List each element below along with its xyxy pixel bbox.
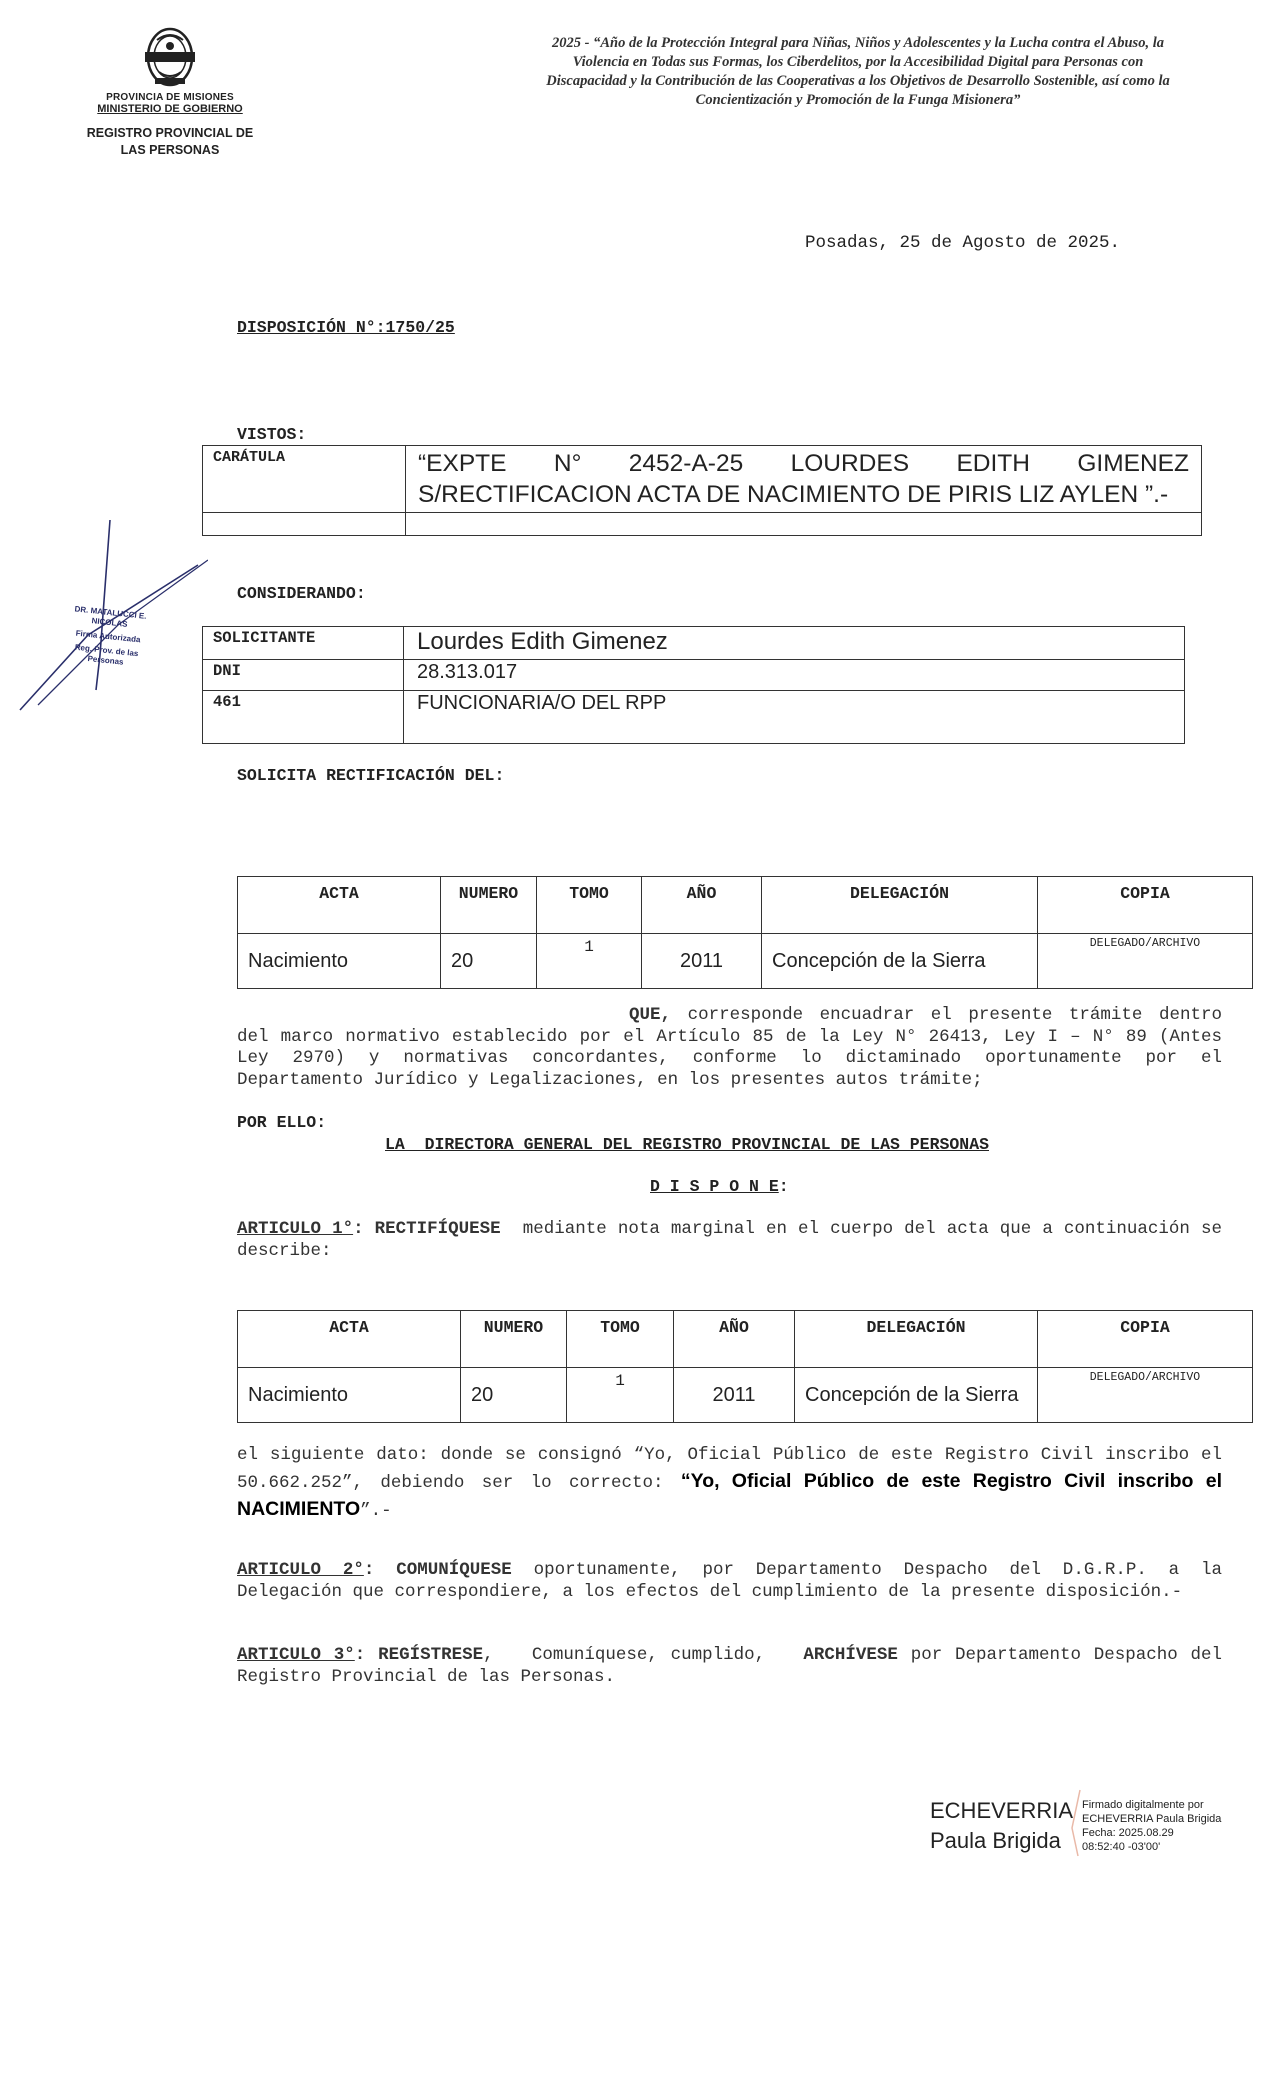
- art3-text: por Departamento Despacho del Registro Provincial de las Personas.: [237, 1645, 1222, 1687]
- ministry-label: MINISTERIO DE GOBIERNO: [97, 103, 243, 115]
- considerando-label: CONSIDERANDO:: [237, 584, 366, 603]
- signature-digital-1: Firmado digitalmente por: [1082, 1799, 1204, 1811]
- caratula-empty-cell: [406, 513, 1202, 536]
- header-logo-block: [70, 22, 270, 159]
- acta-table-rectified: [237, 1310, 1253, 1423]
- art1-text: mediante nota marginal en el cuerpo del acta que a continuación se describe:: [237, 1219, 1222, 1261]
- solicitante-label: SOLICITANTE: [203, 627, 404, 660]
- que-lead: QUE,: [629, 1005, 672, 1025]
- table-row: [238, 1368, 1253, 1423]
- que-text: corresponde encuadrar el presente trámite dentro del marco normativo establecido por el Artículo 85 de la Ley N° 26413, Ley I – N° 89 (Antes Ley 2970) y normativas concordantes, conforme lo dictaminado oportunamente por el Departamento Jurídico y Legalizaciones, en los presentes autos trámite;: [237, 1005, 1222, 1090]
- art3-verb2: ARCHÍVESE: [803, 1645, 898, 1665]
- art3-verb: REGÍSTRESE: [378, 1645, 484, 1665]
- provincial-seal-icon: [135, 22, 205, 92]
- col-acta: ACTA: [238, 1311, 461, 1368]
- solicita-label: SOLICITA RECTIFICACIÓN DEL:: [237, 766, 505, 785]
- col-delegacion: DELEGACIÓN: [795, 1311, 1038, 1368]
- funcionario-row: [203, 691, 1185, 744]
- signature-digital-2: ECHEVERRIA Paula Brigida: [1082, 1813, 1222, 1825]
- cell-tomo: 1: [537, 934, 642, 989]
- caratula-label: CARÁTULA: [203, 446, 406, 513]
- col-numero: NUMERO: [461, 1311, 567, 1368]
- articulo-1: ARTICULO 1°: RECTIFÍQUESE mediante nota marginal en el cuerpo del acta que a continuación se describe:: [237, 1219, 1222, 1261]
- por-ello-label: POR ELLO:: [237, 1113, 327, 1132]
- dispone-heading: D I S P O N E:: [650, 1177, 789, 1196]
- col-acta: ACTA: [238, 877, 441, 934]
- art1-label: ARTICULO 1°: [237, 1219, 354, 1239]
- vistos-label: VISTOS:: [237, 425, 307, 444]
- cell-anio: 2011: [674, 1368, 795, 1423]
- digital-signature: [930, 1788, 1230, 1858]
- col-delegacion: DELEGACIÓN: [762, 877, 1038, 934]
- date-line: Posadas, 25 de Agosto de 2025.: [805, 233, 1121, 253]
- art2-text: oportunamente, por Departamento Despacho del D.G.R.P. a la Delegación que correspondiere, a los efectos del cumplimiento de la presente disposición.-: [237, 1560, 1222, 1602]
- cell-acta: Nacimiento: [238, 1368, 461, 1423]
- col-copia: COPIA: [1038, 1311, 1253, 1368]
- cell-anio: 2011: [642, 934, 762, 989]
- signature-name-1: ECHEVERRIA: [930, 1798, 1074, 1823]
- col-anio: AÑO: [642, 877, 762, 934]
- art1-verb: RECTIFÍQUESE: [374, 1219, 501, 1239]
- art3-mid: Comuníquese, cumplido,: [531, 1645, 766, 1665]
- margin-stamp: [18, 515, 208, 715]
- correction-suffix: ”.-: [360, 1501, 392, 1521]
- cell-numero: 20: [441, 934, 537, 989]
- cell-delegacion: Concepción de la Sierra: [795, 1368, 1038, 1423]
- caratula-text: “EXPTE N° 2452-A-25 LOURDES EDITH GIMENEZ S/RECTIFICACION ACTA DE NACIMIENTO DE PIRIS LIZ AYLEN ”.-: [406, 446, 1202, 513]
- cell-acta: Nacimiento: [238, 934, 441, 989]
- disposicion-number: DISPOSICIÓN N°:1750/25: [237, 318, 455, 337]
- stamp-line-name: DR. MATALUCCI E. NICOLAS: [74, 604, 147, 629]
- signature-name-2: Paula Brigida: [930, 1828, 1061, 1853]
- col-tomo: TOMO: [567, 1311, 674, 1368]
- cell-copia: DELEGADO/ARCHIVO: [1038, 934, 1253, 989]
- dni-label: DNI: [203, 660, 404, 691]
- funcionario-value: FUNCIONARIA/O DEL RPP: [404, 691, 1185, 744]
- dni-value: 28.313.017: [404, 660, 1185, 691]
- cell-copia: DELEGADO/ARCHIVO: [1038, 1368, 1253, 1423]
- funcionario-code: 461: [203, 691, 404, 744]
- caratula-empty-cell: [203, 513, 406, 536]
- dni-row: [203, 660, 1185, 691]
- art2-label: ARTICULO 2°: [237, 1560, 364, 1580]
- cell-numero: 20: [461, 1368, 567, 1423]
- cell-delegacion: Concepción de la Sierra: [762, 934, 1038, 989]
- solicitante-row: [203, 627, 1185, 660]
- correction-prefix: el siguiente dato: donde se consignó “Yo, Oficial Público de este Registro Civil inscribo el 50.662.252”, debiendo ser lo correcto:: [237, 1445, 1222, 1493]
- que-paragraph: [237, 1005, 1222, 1091]
- signature-digital-3: Fecha: 2025.08.29: [1082, 1827, 1174, 1839]
- province-label: PROVINCIA DE MISIONES: [106, 92, 234, 103]
- solicitante-table: [202, 626, 1185, 744]
- art2-verb: COMUNÍQUESE: [396, 1560, 512, 1580]
- articulo-3: ARTICULO 3°: REGÍSTRESE, Comuníquese, cumplido, ARCHÍVESE por Departamento Despacho del Registro Provincial de las Personas.: [237, 1645, 1222, 1687]
- col-tomo: TOMO: [537, 877, 642, 934]
- cell-tomo: 1: [567, 1368, 674, 1423]
- correction-paragraph: [237, 1440, 1222, 1524]
- correction-correct-text: “Yo, Oficial Público de este Registro Civil inscribo el NACIMIENTO: [237, 1470, 1222, 1520]
- registry-label: REGISTRO PROVINCIAL DE LAS PERSONAS: [86, 126, 254, 157]
- col-copia: COPIA: [1038, 877, 1253, 934]
- art3-label: ARTICULO 3°: [237, 1645, 355, 1665]
- directora-title: LA DIRECTORA GENERAL DEL REGISTRO PROVINCIAL DE LAS PERSONAS: [385, 1135, 989, 1154]
- stamp-line-role: Firma Autorizada: [75, 628, 141, 645]
- stamp-line-office: Reg. Prov. de las Personas: [74, 642, 139, 667]
- solicitante-value: Lourdes Edith Gimenez: [404, 627, 1185, 660]
- acta-table-original: [237, 876, 1253, 989]
- signature-digital-4: 08:52:40 -03'00': [1082, 1841, 1161, 1853]
- col-anio: AÑO: [674, 1311, 795, 1368]
- articulo-2: ARTICULO 2°: COMUNÍQUESE oportunamente, por Departamento Despacho del D.G.R.P. a la Delegación que correspondiere, a los efectos del cumplimiento de la presente disposición.-: [237, 1560, 1222, 1602]
- caratula-table: [202, 445, 1202, 536]
- col-numero: NUMERO: [441, 877, 537, 934]
- year-motto: 2025 - “Año de la Protección Integral para Niñas, Niños y Adolescentes y la Lucha contra el Abuso, la Violencia en Todas sus Formas, los Ciberdelitos, por la Accesibilidad Digital para Personas con Discapacidad y la Contribución de las Cooperativas a los Objetivos de Desarrollo Sostenible, así como la Concientización y Promoción de la Funga Misionera”: [546, 35, 1170, 108]
- table-row: [238, 934, 1253, 989]
